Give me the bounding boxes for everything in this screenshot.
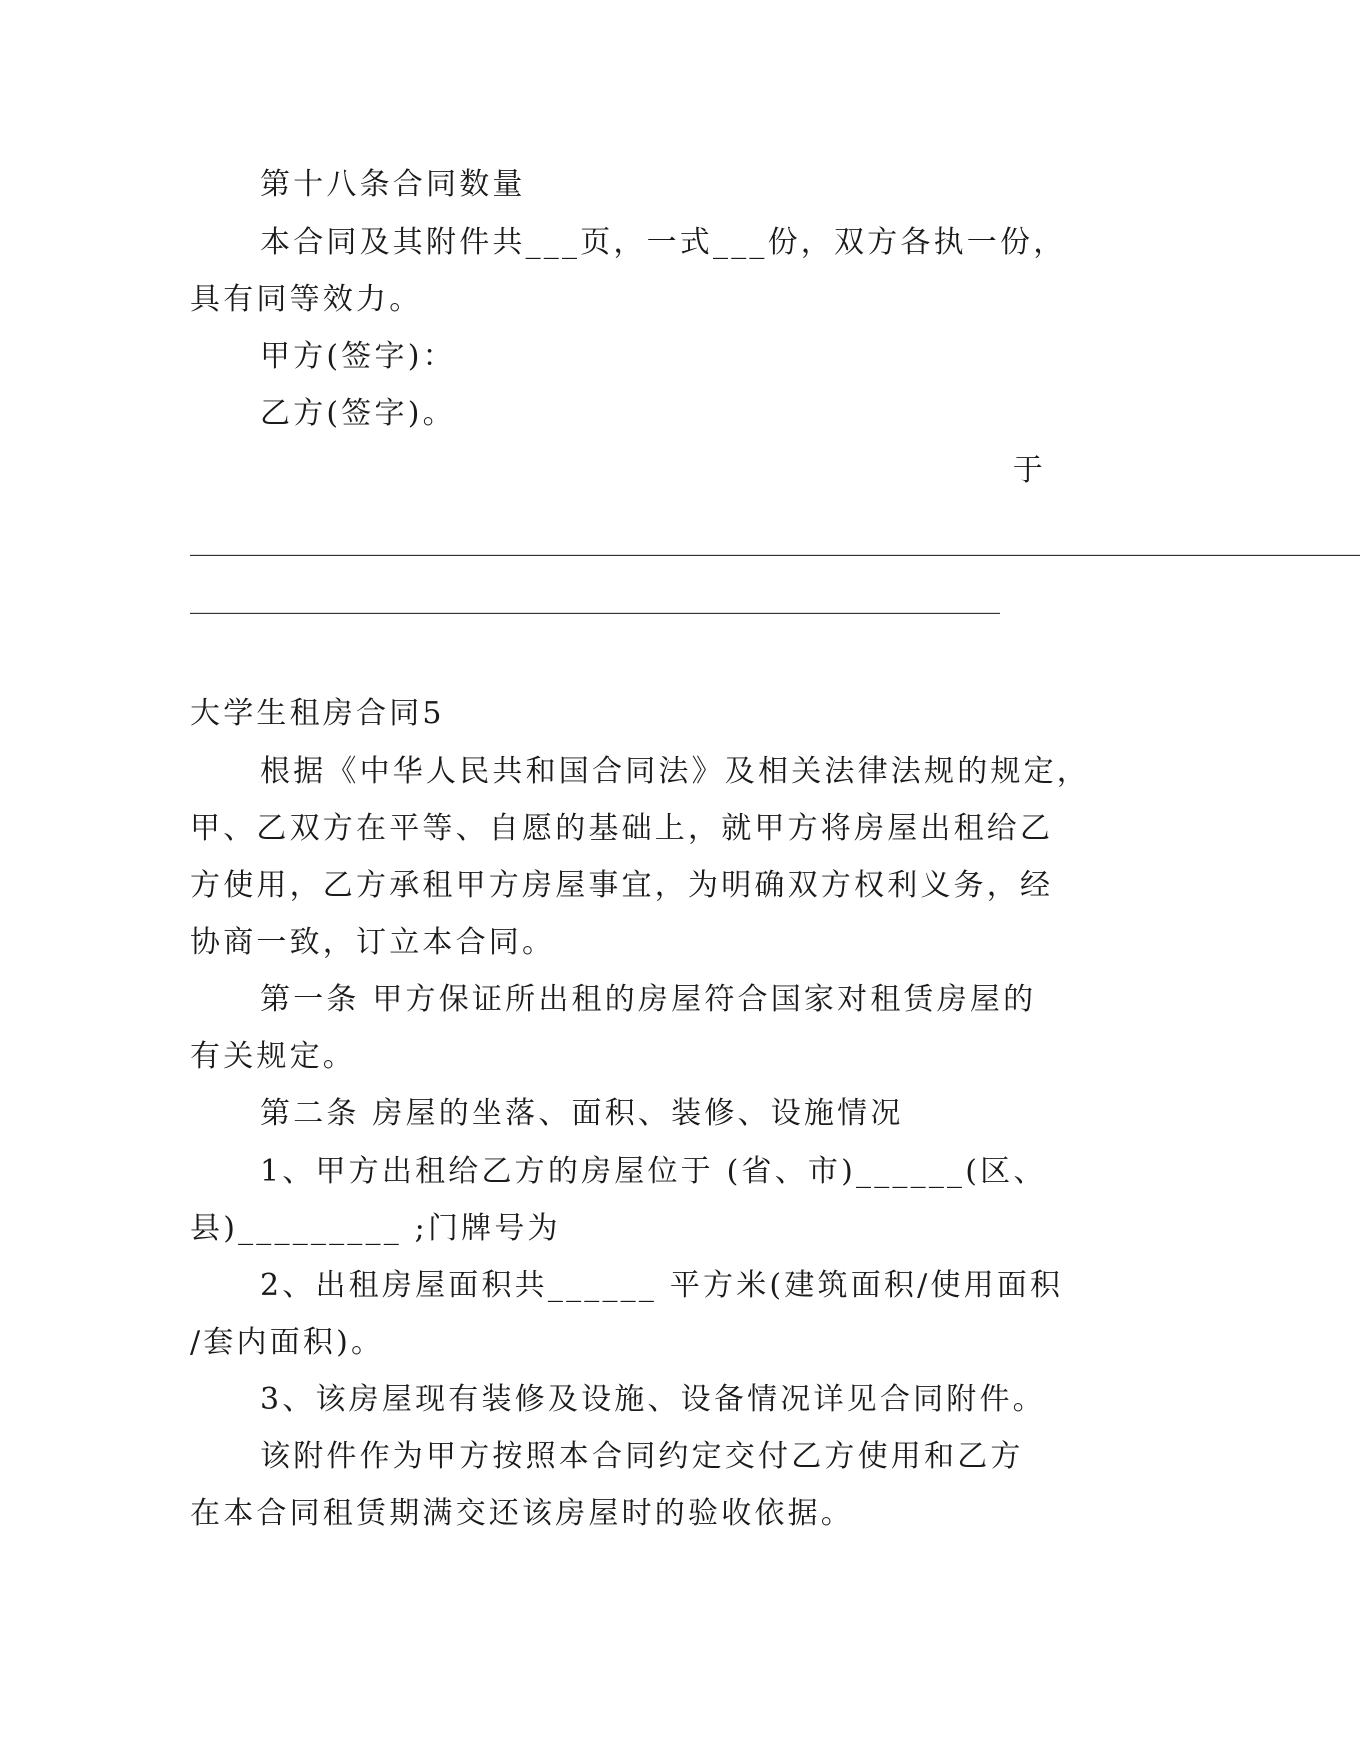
intro-line-2: 甲、乙双方在平等、自愿的基础上，就甲方将房屋出租给乙 bbox=[190, 811, 1054, 846]
article-18-title: 第十八条合同数量 bbox=[260, 167, 526, 202]
item-1-line-1: 1、甲方出租给乙方的房屋位于 (省、市)______(区、 bbox=[260, 1154, 1047, 1189]
blank-rule-line-2: ______________________________________________________ bbox=[190, 580, 1000, 615]
article-18-body-line-2: 具有同等效力。 bbox=[190, 282, 423, 317]
attachment-line-1: 该附件作为甲方按照本合同约定交付乙方使用和乙方 bbox=[260, 1439, 1024, 1474]
article-1-line-2: 有关规定。 bbox=[190, 1039, 356, 1074]
article-2-title: 第二条 房屋的坐落、面积、装修、设施情况 bbox=[260, 1096, 904, 1131]
contract-5-heading: 大学生租房合同5 bbox=[190, 696, 445, 731]
item-1-line-2: 县)_________ ;门牌号为 bbox=[190, 1211, 561, 1246]
date-prefix: 于 bbox=[1012, 453, 1046, 488]
intro-line-1: 根据《中华人民共和国合同法》及相关法律法规的规定， bbox=[260, 754, 1090, 789]
article-18-body-line-1: 本合同及其附件共___页，一式___份，双方各执一份， bbox=[260, 225, 1067, 260]
attachment-line-2: 在本合同租赁期满交还该房屋时的验收依据。 bbox=[190, 1496, 854, 1531]
party-a-signature: 甲方(签字)： bbox=[260, 339, 456, 374]
intro-line-3: 方使用，乙方承租甲方房屋事宜，为明确双方权利义务，经 bbox=[190, 868, 1054, 903]
item-3: 3、该房屋现有装修及设施、设备情况详见合同附件。 bbox=[260, 1382, 1046, 1417]
article-1-line-1: 第一条 甲方保证所出租的房屋符合国家对租赁房屋的 bbox=[260, 982, 1037, 1017]
item-2-line-2: /套内面积)。 bbox=[190, 1325, 385, 1360]
item-2-line-1: 2、出租房屋面积共______ 平方米(建筑面积/使用面积 bbox=[260, 1268, 1064, 1303]
intro-line-4: 协商一致，订立本合同。 bbox=[190, 925, 556, 960]
blank-rule-line-1: ______________________________________________________________________________ bbox=[190, 522, 1360, 557]
party-b-signature: 乙方(签字)。 bbox=[260, 396, 456, 431]
